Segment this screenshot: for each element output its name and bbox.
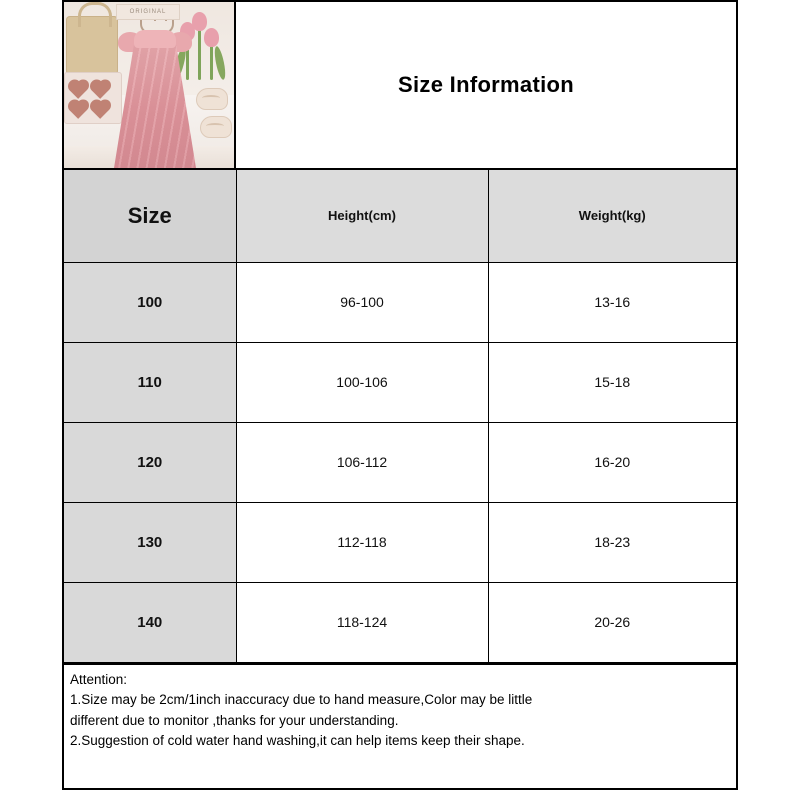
size-chart-sheet	[62, 0, 738, 790]
cell-size: 120	[64, 422, 236, 502]
cell-weight: 13-16	[488, 262, 736, 342]
column-header-height: Height(cm)	[236, 170, 488, 262]
cell-size: 110	[64, 342, 236, 422]
cell-height: 100-106	[236, 342, 488, 422]
table-row	[64, 502, 736, 582]
dress-yoke	[134, 30, 176, 48]
table-row	[64, 422, 736, 502]
cell-weight: 16-20	[488, 422, 736, 502]
attention-heading: Attention:	[70, 671, 128, 687]
size-table	[64, 170, 736, 663]
size-table-head	[64, 170, 736, 262]
header-row	[64, 2, 736, 170]
cell-weight: 20-26	[488, 582, 736, 662]
cell-weight: 18-23	[488, 502, 736, 582]
table-row	[64, 582, 736, 662]
dress-pleats	[114, 36, 196, 168]
cell-height: 118-124	[236, 582, 488, 662]
column-header-weight: Weight(kg)	[488, 170, 736, 262]
table-row	[64, 262, 736, 342]
cell-size: 130	[64, 502, 236, 582]
attention-line-2: different due to monitor ,thanks for your understanding.	[70, 712, 399, 728]
cell-height: 112-118	[236, 502, 488, 582]
dress-illustration	[106, 18, 204, 168]
size-table-body	[64, 262, 736, 662]
attention-line-3: 2.Suggestion of cold water hand washing,it can help items keep their shape.	[70, 733, 525, 749]
table-header-row	[64, 170, 736, 262]
product-photo	[64, 2, 236, 168]
table-row	[64, 342, 736, 422]
attention-note	[64, 663, 736, 760]
cell-height: 106-112	[236, 422, 488, 502]
page-title: Size Information	[398, 72, 574, 97]
column-header-size: Size	[64, 170, 236, 262]
attention-line-1: 1.Size may be 2cm/1inch inaccuracy due to hand measure,Color may be little	[70, 692, 533, 708]
title-cell	[236, 2, 736, 168]
cell-height: 96-100	[236, 262, 488, 342]
cell-weight: 15-18	[488, 342, 736, 422]
cell-size: 140	[64, 582, 236, 662]
cell-size: 100	[64, 262, 236, 342]
photo-tag-label: ORIGINAL	[116, 4, 180, 20]
shoe-icon	[200, 116, 232, 138]
